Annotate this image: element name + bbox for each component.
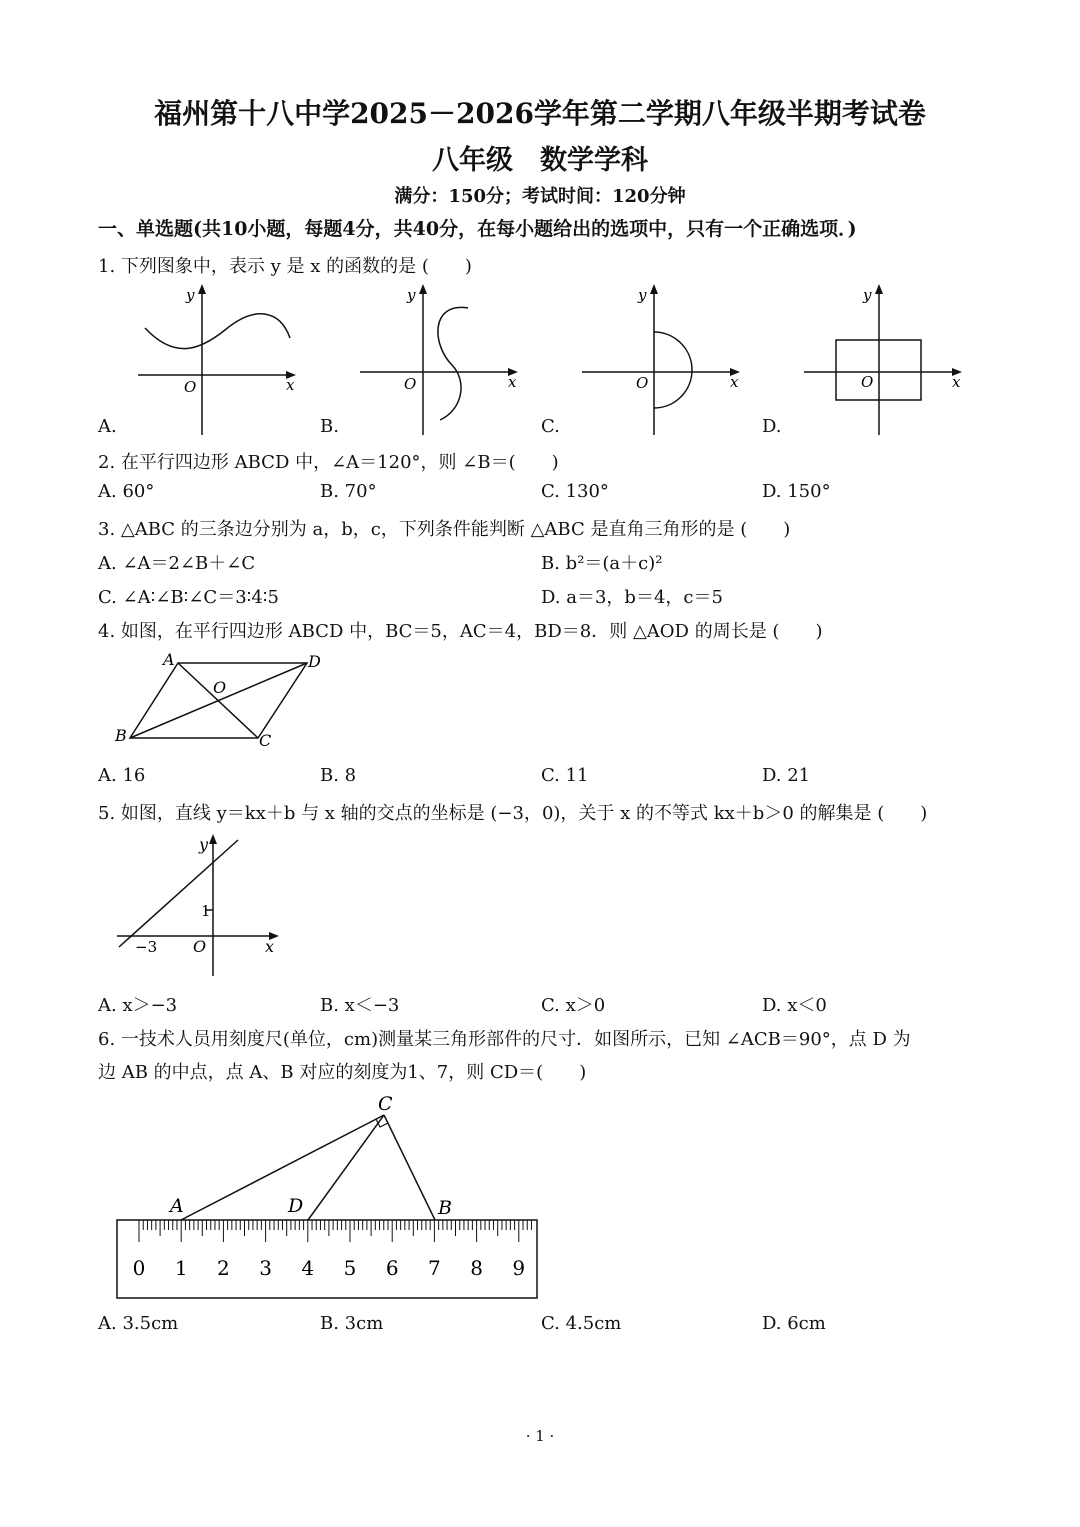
q2-option-b: B. 70° (320, 481, 377, 502)
q6-option-a: A. 3.5cm (98, 1313, 179, 1334)
q1c-x-label: x (730, 373, 739, 391)
q6-ruler-figure (100, 1090, 550, 1305)
q1-option-a: A. (98, 416, 117, 437)
q6-label-d: D (288, 1195, 304, 1217)
q4-label-a: A (163, 650, 175, 669)
ruler-number: 5 (343, 1256, 357, 1280)
q5-option-d: D. x＜0 (762, 995, 827, 1016)
q6-stem-line2: 边 AB 的中点，点 A、B 对应的刻度为1、7，则 CD＝( ) (98, 1062, 587, 1083)
q6-ruler-ticks (139, 1220, 531, 1242)
q6-segment-cd (308, 1115, 384, 1220)
q1b-x-label: x (508, 373, 517, 391)
q3-option-a: A. ∠A＝2∠B＋∠C (98, 553, 256, 574)
q5-label-o: O (193, 937, 207, 956)
q4-label-o: O (213, 678, 227, 697)
q6-option-b: B. 3cm (320, 1313, 384, 1334)
q1a-x-label: x (286, 376, 295, 394)
q1-graph-b (360, 284, 518, 435)
q1a-y-label: y (186, 286, 195, 304)
q2-option-a: A. 60° (98, 481, 155, 502)
q4-stem: 4. 如图，在平行四边形 ABCD 中，BC＝5，AC＝4，BD＝8．则 △AOD 的周长是 ( ) (98, 621, 823, 642)
q6-label-a: A (170, 1195, 184, 1217)
q3-option-c: C. ∠A∶∠B∶∠C＝3∶4∶5 (98, 587, 279, 608)
exam-subtitle: 八年级 数学学科 (432, 145, 648, 176)
q4-option-a: A. 16 (98, 765, 146, 786)
q5-option-c: C. x＞0 (541, 995, 606, 1016)
page-number: · 1 · (525, 1427, 555, 1445)
q4-option-c: C. 11 (541, 765, 589, 786)
section-heading: 一、单选题(共10小题，每题4分，共40分，在每小题给出的选项中，只有一个正确选项．) (98, 218, 857, 240)
q1-graphs (90, 280, 990, 440)
q5-line-graph (105, 830, 295, 980)
q1b-y-label: y (407, 286, 416, 304)
q6-segment-ac (181, 1115, 384, 1220)
q5-label-y: y (199, 835, 209, 854)
q6-stem-line1: 6. 一技术人员用刻度尺(单位，cm)测量某三角形部件的尺寸．如图所示，已知 ∠ACB＝90°，点 D 为 (98, 1029, 911, 1050)
q3-option-d: D. a＝3，b＝4，c＝5 (541, 587, 723, 608)
ruler-number: 9 (512, 1256, 526, 1280)
ruler-number: 4 (301, 1256, 315, 1280)
exam-title: 福州第十八中学2025－2026学年第二学期八年级半期考试卷 (154, 97, 926, 130)
ruler-number: 7 (428, 1256, 441, 1280)
q6-option-c: C. 4.5cm (541, 1313, 622, 1334)
q5-stem: 5. 如图，直线 y＝kx＋b 与 x 轴的交点的坐标是 (−3，0)，关于 x 的不等式 kx＋b＞0 的解集是 ( ) (98, 803, 928, 824)
q1-stem: 1. 下列图象中，表示 y 是 x 的函数的是 ( ) (98, 256, 472, 277)
q1a-origin-label: O (184, 378, 197, 396)
q5-option-a: A. x＞−3 (98, 995, 178, 1016)
ruler-number: 2 (217, 1256, 230, 1280)
q6-option-d: D. 6cm (762, 1313, 826, 1334)
q4-label-c: C (259, 731, 272, 750)
q2-option-c: C. 130° (541, 481, 609, 502)
q1-graph-a (138, 284, 296, 435)
q1-graph-d (804, 284, 962, 435)
q1d-y-label: y (863, 286, 872, 304)
q4-option-d: D. 21 (762, 765, 811, 786)
q5-label-1: 1 (201, 902, 211, 920)
q6-label-c: C (378, 1093, 393, 1115)
q5-line-kx-b (119, 840, 238, 947)
ruler-number: 0 (132, 1256, 146, 1280)
q5-option-b: B. x＜−3 (320, 995, 400, 1016)
q3-stem: 3. △ABC 的三条边分别为 a，b，c，下列条件能判断 △ABC 是直角三角形的是 ( ) (98, 519, 791, 540)
q5-label-x: x (265, 937, 275, 956)
ruler-number: 8 (470, 1256, 483, 1280)
q4-label-d: D (308, 652, 321, 671)
ruler-number: 1 (174, 1256, 188, 1280)
q1c-y-label: y (638, 286, 647, 304)
q4-option-b: B. 8 (320, 765, 357, 786)
q1-option-d: D. (762, 416, 782, 437)
q6-label-b: B (438, 1197, 452, 1219)
exam-meta: 满分：150分；考试时间：120分钟 (394, 186, 686, 207)
q4-parallelogram-figure (105, 645, 345, 755)
q3-option-b: B. b²＝(a＋c)² (541, 553, 663, 574)
q4-label-b: B (115, 726, 127, 745)
q4-diagonal-bd (130, 663, 307, 738)
ruler-number: 6 (385, 1256, 399, 1280)
q1b-origin-label: O (404, 375, 417, 393)
q6-ruler-numbers (133, 1256, 526, 1280)
ruler-number: 3 (259, 1256, 272, 1280)
q1-option-c: C. (541, 416, 560, 437)
q6-segment-cb (384, 1115, 435, 1220)
q1d-x-label: x (952, 373, 961, 391)
q2-stem: 2. 在平行四边形 ABCD 中，∠A＝120°，则 ∠B＝( ) (98, 452, 559, 473)
q1-graph-c (582, 284, 740, 435)
q5-label-neg3: −3 (135, 938, 158, 956)
q1c-origin-label: O (636, 374, 649, 392)
q1d-origin-label: O (861, 373, 874, 391)
q2-option-d: D. 150° (762, 481, 831, 502)
q1-option-b: B. (320, 416, 339, 437)
